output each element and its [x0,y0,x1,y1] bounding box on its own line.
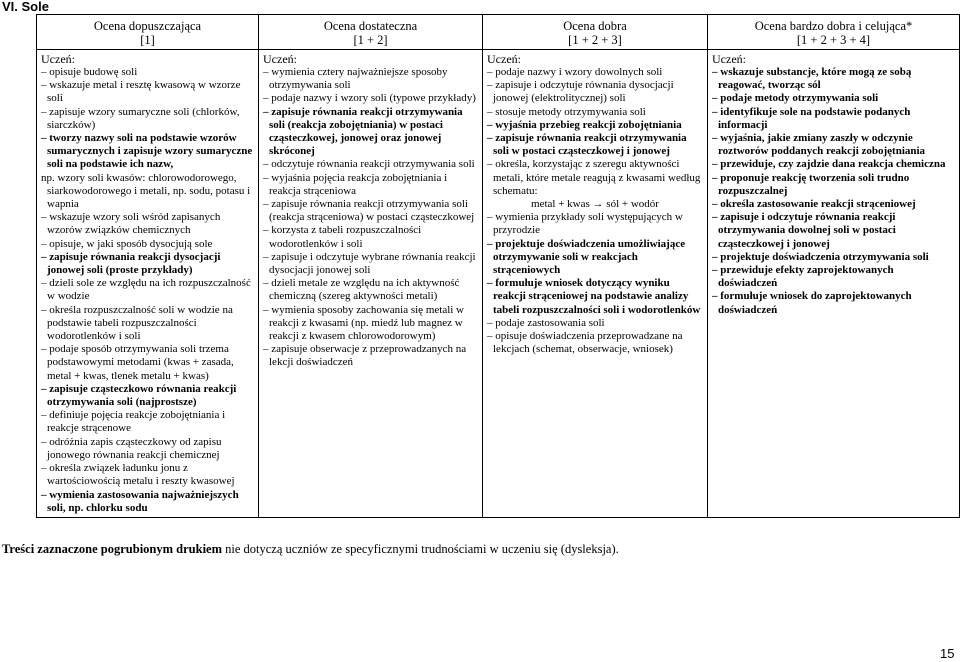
criteria-row [37,50,960,518]
criterion-item: – projektuje doświadczenia otrzymywania soli [712,251,955,264]
criterion-item: – dzieli sole ze względu na ich rozpuszczalność w wodzie [41,277,254,303]
column-header-dopuszczajaca [37,15,259,50]
criterion-item: – odczytuje równania reakcji otrzymywania soli [263,158,478,171]
criterion-item: – podaje metody otrzymywania soli [712,92,955,105]
criterion-item: – opisuje doświadczenia przeprowadzane na lekcjach (schemat, obserwacje, wniosek) [487,330,703,356]
criterion-item: – zapisuje i odczytuje równania dysocjacji jonowej (elektrolitycznej) soli [487,79,703,105]
criterion-item: – wyjaśnia przebieg reakcji zobojętniania [487,119,703,132]
criterion-item: np. wzory soli kwasów: chlorowodorowego, siarkowodorowego i metali, np. sodu, potasu i wapnia [41,171,251,211]
column-header-dostateczna [259,15,483,50]
grade-name: Ocena dostateczna [323,19,418,33]
criteria-lead: Uczeń: [487,52,521,66]
criterion-item: – formułuje wniosek dotyczący wyniku reakcji strąceniowej na podstawie analizy tabeli rozpuszczalności soli i wodorotlenków [487,277,703,317]
footnote [2,542,619,556]
criterion-item: – identyfikuje sole na podstawie podanych informacji [712,106,955,132]
criterion-item: – zapisuje obserwacje z przeprowadzanych na lekcji doświadczeń [263,343,478,369]
column-header-dobra [483,15,708,50]
criterion-item: – określa, korzystając z szeregu aktywności metali, które metale reagują z kwasami według schematu: [487,158,703,198]
criterion-item: – określa związek ładunku jonu z wartościowością metalu i reszty kwasowej [41,462,254,488]
criterion-item: – zapisuje równania reakcji otrzymywania soli (reakcja zobojętniania) w postaci cząsteczkowej, jonowej oraz jonowej skróconej [263,106,478,159]
criterion-item: – zapisuje wzory sumaryczne soli (chlorków, siarczków) [41,106,254,132]
section-title: VI. Sole [2,0,49,14]
criterion-item: – zapisuje równania reakcji otrzymywania soli w postaci cząsteczkowej i jonowej [487,132,703,158]
criterion-item: – podaje sposób otrzymywania soli trzema podstawowymi metodami (kwas + zasada, metal + kwas, tlenek metalu + kwas) [41,343,254,383]
criteria-lead: Uczeń: [263,52,297,66]
criterion-item: – wymienia cztery najważniejsze sposoby otrzymywania soli [263,66,478,92]
criterion-item: – definiuje pojęcia reakcje zobojętniania i reakcje strącenowe [41,409,254,435]
criterion-item: – przewiduje efekty zaprojektowanych doświadczeń [712,264,955,290]
criterion-item: – zapisuje równania reakcji dysocjacji jonowej soli (proste przykłady) [41,251,254,277]
footnote-rest: nie dotyczą uczniów ze specyficznymi trudnościami w uczeniu się (dysleksja). [222,542,619,556]
criterion-item: – projektuje doświadczenia umożliwiające otrzymywanie soli w reakcjach strąceniowych [487,238,703,278]
grade-scale: [1 + 2] [353,33,388,47]
grade-name: Ocena bardzo dobra i celująca* [754,19,913,33]
grade-scale: [1] [140,33,155,47]
grade-name: Ocena dopuszczająca [93,19,202,33]
criterion-item: metal + kwas → sól + wodór [531,198,659,211]
column-header-bardzo-dobra [708,15,960,50]
criteria-cell-dostateczna [259,50,483,518]
criteria-cell-dopuszczajaca [37,50,259,518]
grade-scale: [1 + 2 + 3 + 4] [796,33,871,47]
criterion-item: – wymienia przykłady soli występujących w przyrodzie [487,211,703,237]
grade-scale: [1 + 2 + 3] [568,33,622,47]
criteria-cell-dobra [483,50,708,518]
criteria-lead: Uczeń: [712,52,746,66]
criterion-item: – podaje zastosowania soli [487,317,703,330]
criterion-item: – wskazuje metal i resztę kwasową w wzorze soli [41,79,254,105]
criterion-item: – odróżnia zapis cząsteczkowy od zapisu jonowego równania reakcji chemicznej [41,436,254,462]
criteria-lead: Uczeń: [41,52,75,66]
page-number: 15 [940,646,955,661]
criterion-item: – stosuje metody otrzymywania soli [487,106,703,119]
criterion-item: – opisuje, w jaki sposób dysocjują sole [41,238,254,251]
criterion-item: – dzieli metale ze względu na ich aktywność chemiczną (szereg aktywności metali) [263,277,478,303]
criterion-item: – korzysta z tabeli rozpuszczalności wodorotlenków i soli [263,224,478,250]
criterion-item: – wyjaśnia pojęcia reakcja zobojętniania i reakcja strąceniowa [263,172,478,198]
criterion-item: – zapisuje cząsteczkowo równania reakcji otrzymywania soli (najprostsze) [41,383,254,409]
criterion-item: – zapisuje równania reakcji otrzymywania soli (reakcja strąceniowa) w postaci cząsteczkowej [263,198,478,224]
criterion-item: – wskazuje substancje, które mogą ze sobą reagować, tworząc sól [712,66,955,92]
grading-criteria-table [36,14,960,518]
criterion-item: – opisuje budowę soli [41,66,254,79]
criteria-cell-bardzo-dobra [708,50,960,518]
criterion-item: – proponuje reakcję tworzenia soli trudno rozpuszczalnej [712,172,955,198]
criterion-item: – zapisuje i odczytuje równania reakcji otrzymywania dowolnej soli w postaci cząsteczkowej i jonowej [712,211,955,251]
criterion-item: – wymienia sposoby zachowania się metali w reakcji z kwasami (np. miedź lub magnez w reakcji z kwasem chlorowodorowym) [263,304,478,344]
footnote-bold-part: Treści zaznaczone pogrubionym drukiem [2,542,223,556]
criterion-item: – określa rozpuszczalność soli w wodzie na podstawie tabeli rozpuszczalności wodorotlenków i soli [41,304,254,344]
grade-name: Ocena dobra [563,19,627,33]
criterion-item: – tworzy nazwy soli na podstawie wzorów sumarycznych i zapisuje wzory sumaryczne soli na podstawie ich nazw, [41,132,254,172]
criterion-item: – podaje nazwy i wzory soli (typowe przykłady) [263,92,478,105]
criterion-item: – przewiduje, czy zajdzie dana reakcja chemiczna [712,158,955,171]
criterion-item: – wyjaśnia, jakie zmiany zaszły w odczynie roztworów poddanych reakcji zobojętniania [712,132,955,158]
criterion-item: – wymienia zastosowania najważniejszych soli, np. chlorku sodu [41,489,254,515]
criterion-item: – określa zastosowanie reakcji strąceniowej [712,198,955,211]
header-row [37,15,960,50]
criterion-item: – wskazuje wzory soli wśród zapisanych wzorów związków chemicznych [41,211,254,237]
criterion-item: – formułuje wniosek do zaprojektowanych doświadczeń [712,290,955,316]
criterion-item: – zapisuje i odczytuje wybrane równania reakcji dysocjacji jonowej soli [263,251,478,277]
criterion-item: – podaje nazwy i wzory dowolnych soli [487,66,703,79]
